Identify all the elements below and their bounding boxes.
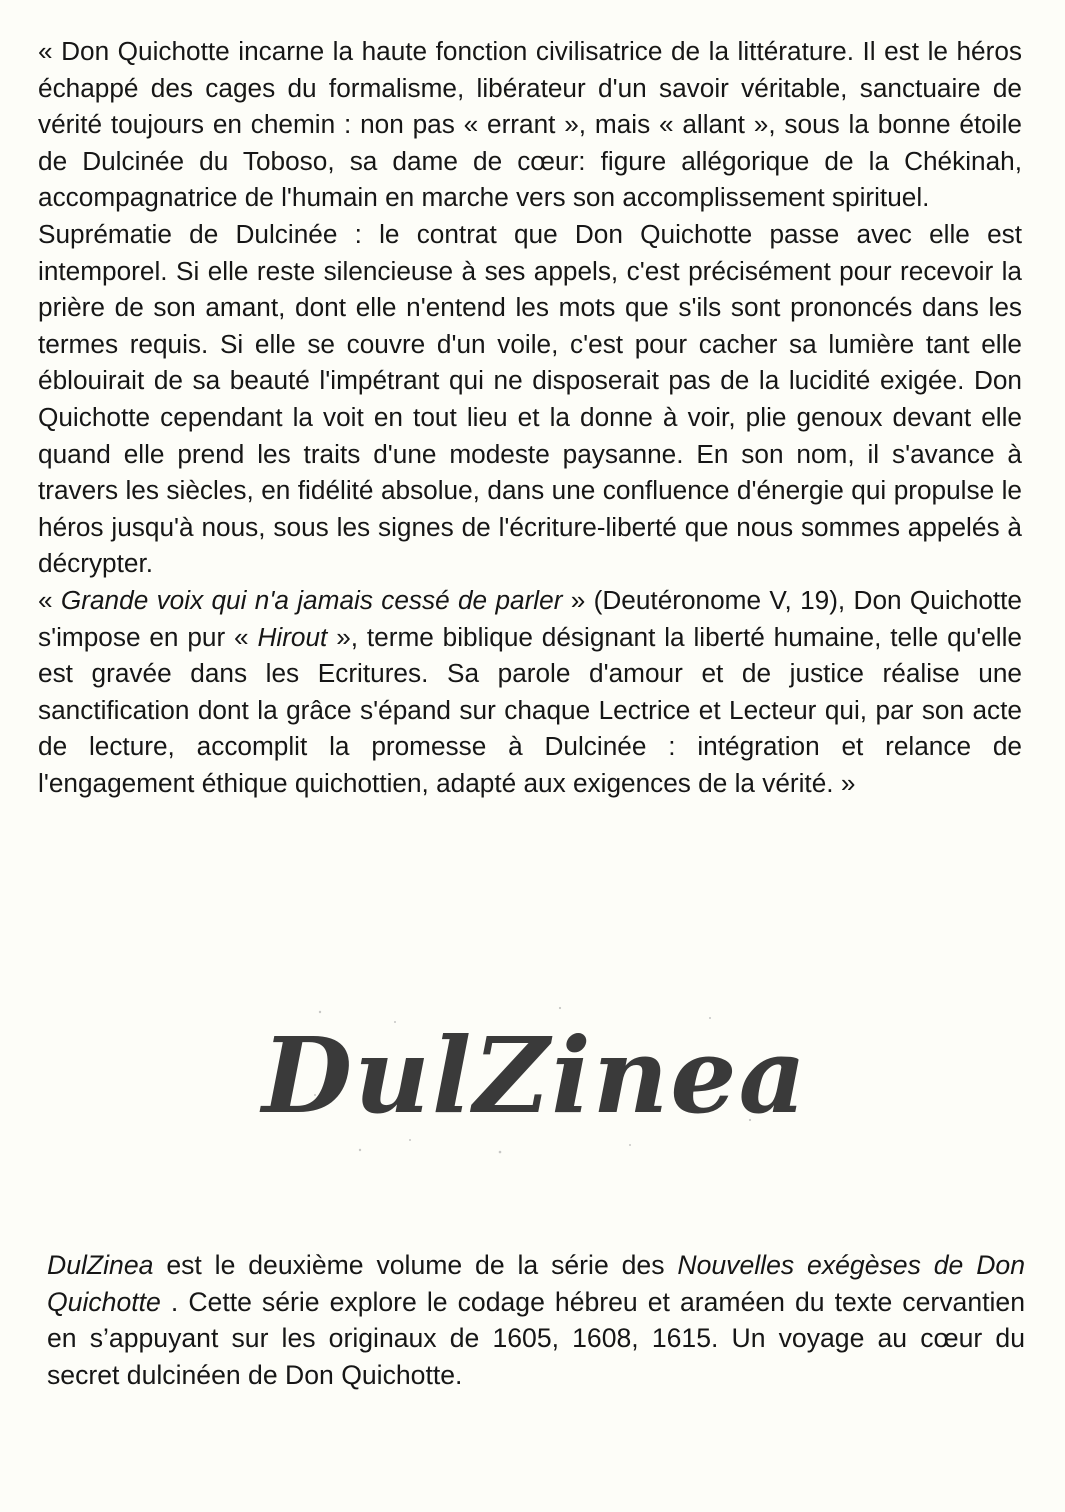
dulzinea-logo-graphic	[262, 1000, 808, 1165]
quote-paragraph-1: « Don Quichotte incarne la haute fonction civilisatrice de la littérature. Il est le héros échappé des cages du formalisme, libérateur d'un savoir véritable, sanctuaire de vérité toujours en chemin : non pas « errant », mais « allant », sous la bonne étoile de Dulcinée du Toboso, sa dame de cœur: figure allégorique de la Chékinah, accompagnatrice de l'humain en marche vers son accomplissement spirituel.	[38, 36, 1022, 213]
quote-closing-text: », terme biblique désignant la liberté humaine, telle qu'elle est gravée dans les Ecritures. Sa parole d'amour et de justice réalise une sanctification dont la grâce s'épand sur chaque Lectrice et Lecteur qui, par son acte de lecture, accomplit la promesse à Dulcinée : intégration et relance de l'engagement éthique quichottien, adapté aux exigences de la vérité. »	[38, 621, 1022, 798]
blurb-text-1: est le deuxième volume de la série des	[166, 1250, 678, 1280]
logo-text: DulZinea	[262, 1014, 808, 1137]
quote-paragraph-2: Suprématie de Dulcinée : le contrat que Don Quichotte passe avec elle est intemporel. Si elle reste silencieuse à ses appels, c'est précisément pour recevoir la prière de son amant, dont elle n'entend les mots que s'ils sont prononcés dans les termes requis. Si elle se couvre d'un voile, c'est pour cacher sa lumière tant elle éblouirait de sa beauté l'impétrant qui ne disposerait pas de la lucidité exigée. Don Quichotte cependant la voit en tout lieu et la donne à voir, plie genoux devant elle quand elle prend les traits d'une modeste paysanne. En son nom, il s'avance à travers les siècles, en fidélité absolue, dans une confluence d'énergie qui propulse le héros jusqu'à nous, sous les signes de l'écriture-liberté que nous sommes appelés à décrypter.	[38, 218, 1022, 579]
quote-paragraph-3	[38, 582, 1022, 802]
blurb-paragraph	[47, 1247, 1025, 1393]
quote-block	[38, 33, 1022, 801]
quote-reference-text: » (Deutéronome V, 19), Don Quichotte s'impose en pur «	[38, 584, 1022, 652]
blurb-block	[47, 1247, 1025, 1393]
dulzinea-logo	[262, 1000, 808, 1165]
quote-italic-citation: Grande voix qui n'a jamais cessé de parler	[60, 584, 563, 615]
quote-open-mark: «	[38, 584, 61, 615]
quote-italic-hirout: Hirout	[257, 621, 328, 652]
blurb-title-italic: DulZinea	[47, 1250, 154, 1280]
blurb-series-italic: Nouvelles exégèses de Don Quichotte	[47, 1250, 1025, 1317]
blurb-text-2: . Cette série explore le codage hébreu et araméen du texte cervantien en s’appuyant sur les originaux de 1605, 1608, 1615. Un voyage au cœur du secret dulcinéen de Don Quichotte.	[47, 1286, 1025, 1390]
